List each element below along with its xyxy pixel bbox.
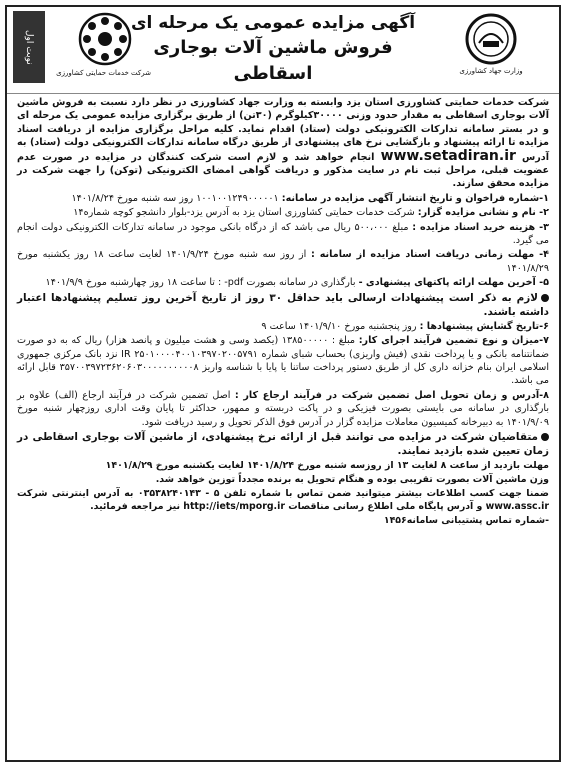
- ministry-caption: وزارت جهاد کشاورزی: [459, 67, 523, 75]
- notice-panel: [5, 5, 561, 762]
- bullet-icon: [541, 433, 549, 441]
- visit-note: متقاضیان شرکت در مزایده می توانند قبل از ارائه نرخ پیشنهادی، از ماشین آلات بوجاری اسقاطی در زمان تعیین شده بازدید نمایند.: [17, 430, 549, 457]
- item-2: ۲- نام و نشانی مزایده گزار: شرکت خدمات حمایتی کشاورزی استان یزد به آدرس یزد-بلوار دانشجو کوچه شماره۱۴: [73, 207, 549, 219]
- ministry-logo: [445, 13, 537, 76]
- visit-time: مهلت بازدید از ساعت ۸ لغایت ۱۳ از روزسه شنبه مورخ ۱۴۰۱/۸/۲۴ لغایت یکشنبه مورخ ۱۴۰۱/۸/۲۹: [105, 459, 549, 471]
- title-line1: آگهی مزایده عمومی یک مرحله ای: [130, 13, 416, 33]
- item-3: ۳- هزینه خرید اسناد مزایده : مبلغ ۵۰۰،۰۰۰ ریال می باشد که از درگاه بانکی موجود در سامانه تدارکات الکترونیکی دولت انجام می گیرد.: [17, 221, 549, 247]
- company-caption: شرکت خدمات حمایتی کشاورزی: [56, 69, 151, 77]
- assc-link[interactable]: www.assc.ir: [485, 500, 549, 512]
- iets-link[interactable]: http://iets/mporg.ir: [183, 500, 285, 512]
- intro-paragraph: [17, 96, 549, 191]
- bullet-icon: [541, 294, 549, 302]
- company-logo: [56, 11, 151, 78]
- notice-body: [7, 94, 559, 527]
- company-emblem-icon: [77, 11, 133, 67]
- setadiran-link[interactable]: www.setadiran.ir: [380, 147, 516, 164]
- intro-text: شرکت خدمات حمایتی کشاورزی استان یزد وابسته به وزارت جهاد کشاورزی در نظر دارد نسبت به فروش ماشین آلات بوجاری اسقاطی به مقدار حدود وزنی ۳۰۰۰۰کیلوگرم (۳۰تن) از طریق برگزاری مزایده عمومی یک مرحله ای و در بستر سامانه تدارکات الکترونیکی دولت (ستاد) اقدام نماید. کلیه مراحل برگزاری مزایده از دریافت اسناد مزایده تا ارائه پیشنهاد و بازگشایی نرخ های پیشنهادی از طریق درگاه سامانه تدارکات الکترونیکی دولت (ستاد) به آدرس: [17, 97, 550, 163]
- contact-paragraph: ضمنا جهت کسب اطلاعات بیشتر میتوانید ضمن تماس با شماره تلفن ۵ - ۰۳۵۳۸۲۴۰۱۴۳ به آدرس اینترنتی شرکت www.assc.ir و آدرس پایگاه ملی اطلاع رسانی مناقصات http://iets/mporg.ir نیز مراجعه فرمائید.: [17, 487, 549, 512]
- weight-note: وزن ماشین آلات بصورت تقریبی بوده و هنگام تحویل به برنده مجدداً توزین خواهد شد.: [155, 473, 549, 485]
- side-tag: نوبت اول: [13, 11, 45, 83]
- header: [7, 7, 559, 94]
- jahad-emblem-icon: [465, 13, 517, 65]
- item-6: ۶-تاریخ گشایش پیشنهادها : روز پنجشنبه مورخ ۱۴۰۱/۹/۱۰ ساعت ۹: [261, 320, 549, 332]
- item-7: ۷-میزان و نوع تضمین فرآیند اجرای کار: مبلغ : ۱۳۸۵۰۰۰۰۰ (یکصد وسی و هشت میلیون و پانصد هزار) ریال که به دو صورت ضمانتنامه بانکی و یا پرداخت نقدی (فیش واریزی) بحساب شبای شماره IR ۲۵۰۱۰۰۰۰۴۰۰۱۰۳۹۷۰۲۰۰۵۷۹۱ نزد بانک مرکزی جمهوری اسلامی ایران بنام خزانه داری کل از طریق دستور پرداخت ساتنا یا پایا با شناسه واریز ۳۵۷۰۰۳۹۷۲۳۶۲۰۶۰۳۰۰۰۰۰۰۰۰۰۰۸ قابل ارائه می باشد.: [17, 335, 549, 387]
- validity-note: لازم به ذکر است پیشنهادات ارسالی باید حداقل ۳۰ روز از تاریخ آخرین روز تسلیم پیشنهادها اعتبار داشته باشند.: [17, 291, 549, 318]
- intro-tail: انجام خواهد شد و لازم است شرکت کنندگان در مزایده در صورت عدم عضویت قبلی، مراحل ثبت نام در سایت مذکور و دریافت گواهی امضای الکترونیکی (توکن) را جهت شرکت در مزایده محقق سازند.: [17, 151, 549, 190]
- item-5: ۵- آخرین مهلت ارائه پاکتهای پیشنهادی - بارگذاری در سامانه بصورت pdf- : تا ساعت ۱۸ روز چهارشنبه مورخ ۱۴۰۱/۹/۹: [45, 277, 549, 289]
- item-8: ۸-آدرس و زمان تحویل اصل تضمین شرکت در فرآیند ارجاع کار : اصل تضمین شرکت در فرآیند ارجاع (الف) علاوه بر بارگذاری در سامانه می بایستی بصورت فیزیکی و در پاکت دربسته و ممهور، حداکثر تا پایان وقت اداری روزچهار شنبه مورخ ۱۴۰۱/۹/۰۹ به دبیرخانه کمیسیون معاملات مزایده گزار در آدرس فوق الذکر تحویل و رسید دریافت شود.: [17, 389, 549, 428]
- title-line2: فروش ماشین آلات بوجاری اسقاطی: [153, 37, 393, 84]
- item-1: ۱-شماره فراخوان و تاریخ انتشار آگهی مزایده در سامانه: ۱۰۰۱۰۰۱۲۴۹۰۰۰۰۰۱ روز سه شنبه مورخ ۱۴۰۱/۸/۲۴: [71, 192, 549, 204]
- item-4: ۴- مهلت زمانی دریافت اسناد مزایده از سامانه : از روز سه شنبه مورخ ۱۴۰۱/۹/۲۴ لغایت ساعت ۱۸ روز یکشنبه مورخ ۱۴۰۱/۸/۲۹: [17, 249, 549, 274]
- title-block: [127, 11, 419, 87]
- support-line: -شماره تماس پشتیبانی سامانه۱۴۵۶: [383, 514, 549, 526]
